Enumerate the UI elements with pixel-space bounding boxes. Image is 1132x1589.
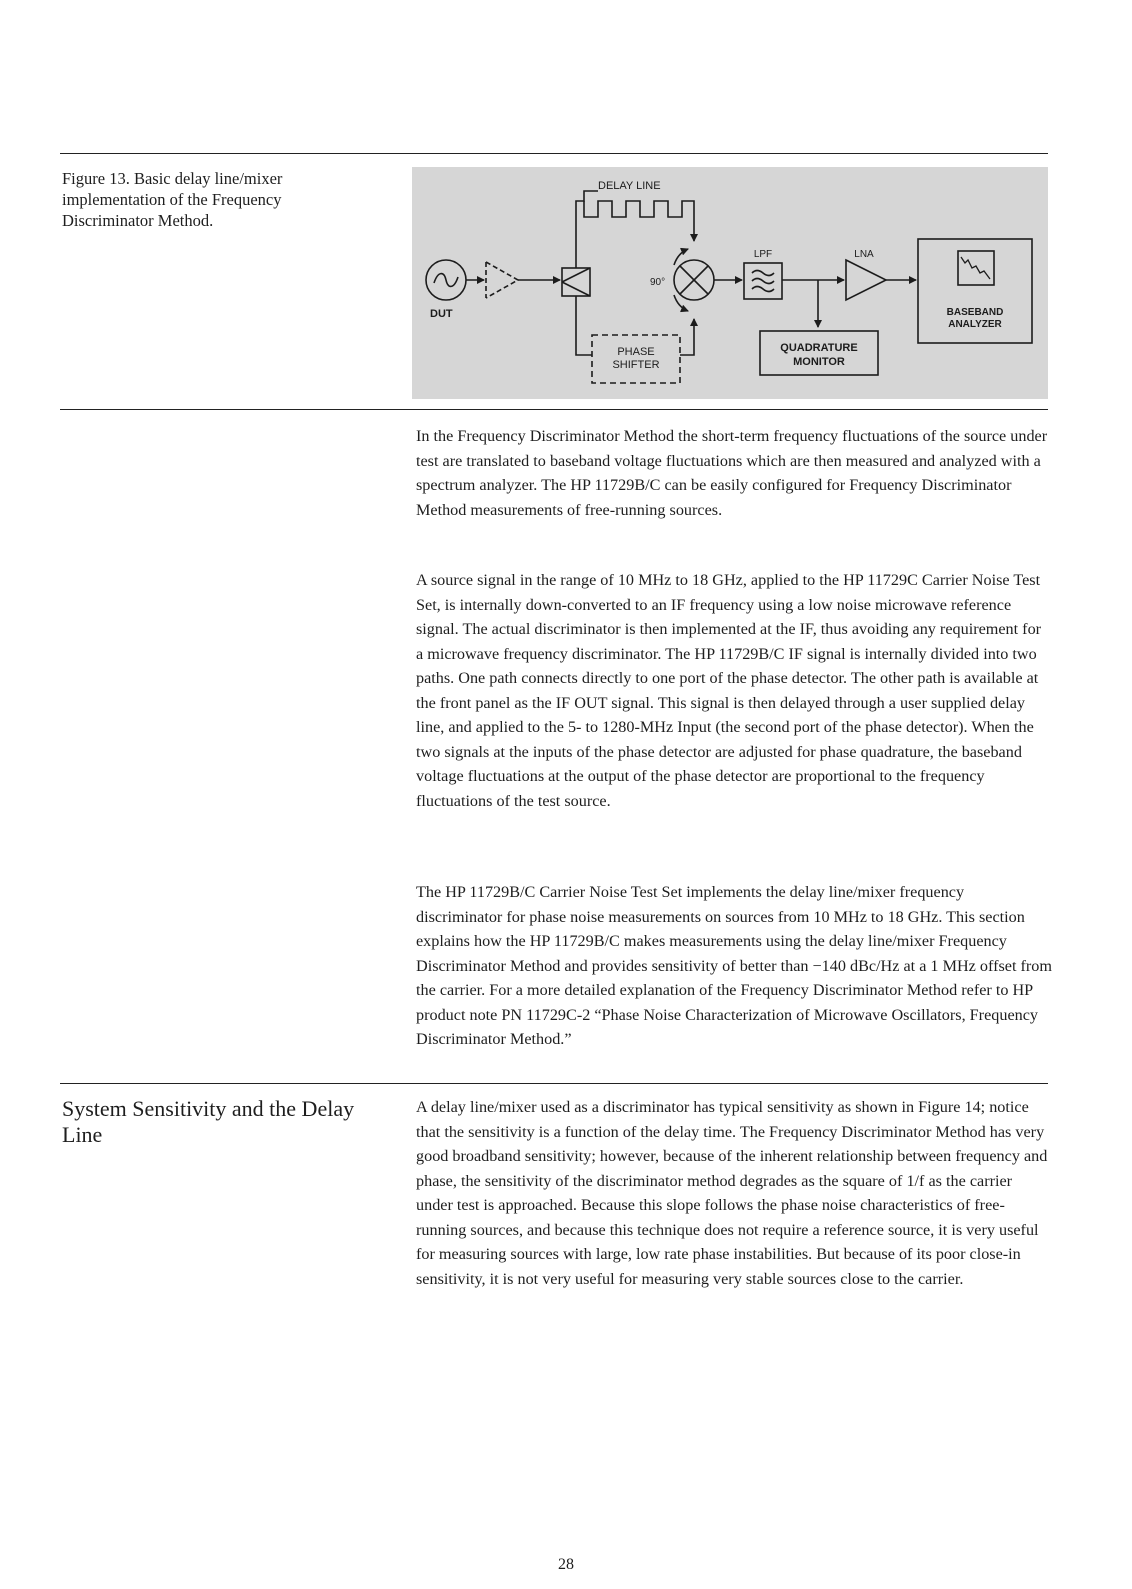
baseband-analyzer-label-2: ANALYZER [948,319,1002,330]
body-paragraph-3: The HP 11729B/C Carrier Noise Test Set implements the delay line/mixer frequency discriminator for phase noise measurements on sources from 10 MHz to 18 GHz. This section explains how the HP 11729B/C makes measurements using the delay line/mixer Frequency Discriminator Method and provides sensitivity of better than −140 dBc/Hz at a 1 MHz offset from the carrier. For a more detailed explanation of the Frequency Discriminator Method refer to HP product note PN 11729C-2 “Phase Noise Characterization of Microwave Oscillators, Frequency Discriminator Method.” [416,883,1052,1048]
body-paragraph-3-block [416,880,1052,1052]
section-heading: System Sensitivity and the Delay Line [62,1096,355,1147]
body-paragraph-1-block [416,424,1052,522]
delay-line-symbol [584,201,694,217]
spectrum-display-icon [958,251,994,285]
section-rule [60,1083,1048,1084]
figure-13-diagram [412,167,1048,399]
body-paragraph-4-block [416,1095,1052,1291]
baseband-analyzer-label-1: BASEBAND [946,307,1004,318]
quadrature-monitor-label-1: QUADRATURE [780,342,858,354]
lna-amplifier [846,260,886,300]
quadrature-monitor-label-2: MONITOR [793,356,845,368]
dut-label: DUT [430,308,453,320]
input-amplifier [486,262,518,298]
body-paragraph-2-block [416,568,1052,813]
body-paragraph-2: A source signal in the range of 10 MHz to 18 GHz, applied to the HP 11729C Carrier Noise Test Set, is internally down-converted to an IF frequency using a low noise microwave reference signal. The actual discriminator is then implemented at the IF, thus avoiding any requirement for a microwave frequency discriminator. The HP 11729B/C IF signal is internally divided into two paths. One path connects directly to one port of the phase detector. The other path is available at the front panel as the IF OUT signal. This signal is then delayed through a user supplied delay line, and applied to the 5- to 1280-MHz Input (the second port of the phase detector). When the two signals at the inputs of the phase detector are adjusted for phase quadrature, the baseband voltage fluctuations at the output of the phase detector are proportional to the frequency fluctuations of the test source. [416,571,1042,810]
phase-angle-label: 90° [650,277,666,288]
body-paragraph-4: A delay line/mixer used as a discriminator has typical sensitivity as shown in Figure 14; notice that the sensitivity is a function of the delay time. The Frequency Discriminator Method has very good broadband sensitivity; however, because of the inherent relationship between frequency and phase, the sensitivity of the discriminator method degrades as the square of 1/f as the carrier under test is approached. Because this slope follows the phase noise characteristics of free-running sources, and because this technique does not require a reference source, it is very useful for measuring sources with large, low rate phase instabilities. But because of its poor close-in sensitivity, it is not very useful for measuring very stable sources close to the carrier. [416,1098,1048,1288]
top-rule [60,153,1048,154]
phase-shifter-label-2: SHIFTER [612,359,660,371]
lna-label: LNA [854,249,874,260]
sine-icon [434,274,458,287]
body-paragraph-1: In the Frequency Discriminator Method the short-term frequency fluctuations of the source under test are translated to baseband voltage fluctuations which are then measured and analyzed with a spectrum analyzer. The HP 11729B/C can be easily configured for Frequency Discriminator Method measurements of free-running sources. [416,427,1048,519]
delay-line-label: DELAY LINE [598,180,661,192]
block-diagram-svg [412,167,1048,399]
phase-shifter-label-1: PHASE [617,346,655,358]
power-splitter [562,268,590,296]
figure-caption: Figure 13. Basic delay line/mixer implementation of the Frequency Discriminator Method. [62,169,283,230]
lpf-label: LPF [753,249,773,260]
figure-bottom-rule [60,409,1048,410]
page-number: 28 [558,1556,574,1573]
